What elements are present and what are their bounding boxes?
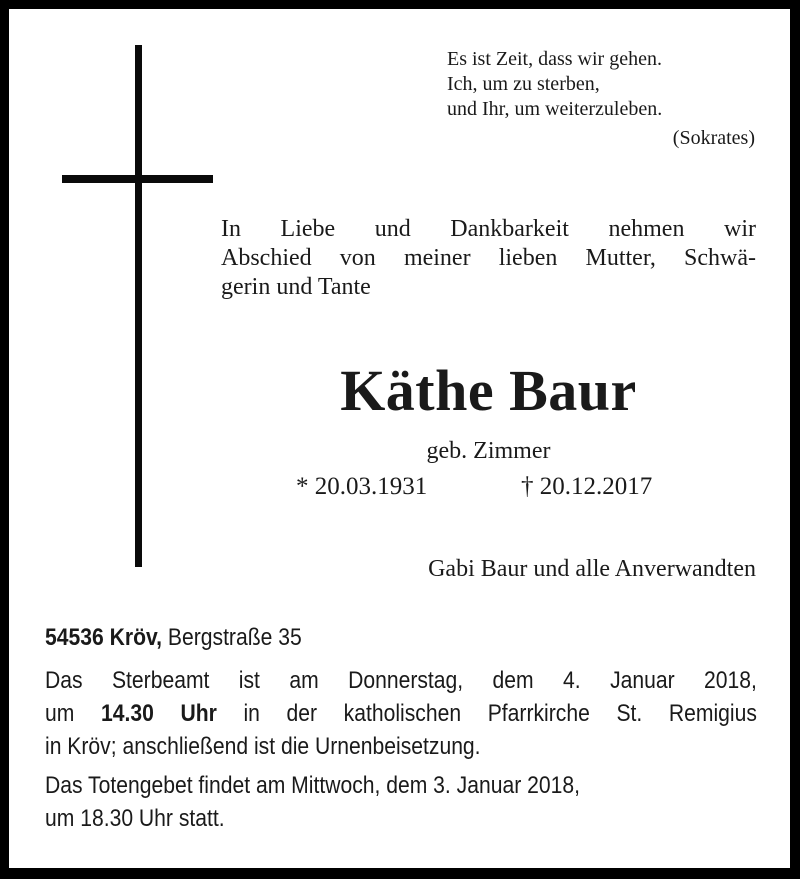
mourners-signature: Gabi Baur und alle Anverwandten: [428, 556, 756, 582]
quote-block: [447, 47, 757, 151]
mass-line-suffix: in der katholischen Pfarrkirche St. Remigius: [216, 700, 757, 727]
prayer-line: um 18.30 Uhr statt.: [45, 805, 225, 832]
quote-line: und Ihr, um weiterzuleben.: [447, 98, 663, 120]
birth-date: * 20.03.1931: [296, 473, 428, 500]
intro-text: [221, 215, 756, 302]
mass-time: 14.30 Uhr: [100, 700, 217, 727]
prayer-service-info: [45, 769, 757, 835]
maiden-name: geb. Zimmer: [426, 438, 551, 464]
mass-line: in Kröv; anschließend ist die Urnenbeisetzung.: [45, 733, 481, 760]
prayer-line: Das Totengebet findet am Mittwoch, dem 3. Januar 2018,: [45, 772, 580, 799]
mass-line-prefix: um: [45, 700, 101, 727]
intro-line: In Liebe und Dankbarkeit nehmen wir: [221, 216, 756, 242]
address-street: Bergstraße 35: [162, 624, 302, 651]
mass-line: [45, 697, 757, 730]
cross-icon-horizontal-bar: [62, 175, 213, 183]
intro-line: gerin und Tante: [221, 274, 371, 300]
service-details: [45, 621, 757, 835]
quote-line: Es ist Zeit, dass wir gehen.: [447, 48, 662, 70]
intro-line: Abschied von meiner lieben Mutter, Schwä-: [221, 245, 756, 271]
address: [45, 621, 757, 654]
mass-line: Das Sterbeamt ist am Donnerstag, dem 4. Januar 2018,: [45, 667, 757, 694]
death-date: † 20.12.2017: [521, 473, 653, 500]
quote-line: Ich, um zu sterben,: [447, 73, 600, 95]
quote-author: (Sokrates): [672, 127, 755, 149]
address-city: 54536 Kröv,: [45, 624, 163, 651]
funeral-mass-info: [45, 664, 757, 763]
obituary-card: [9, 9, 790, 868]
cross-icon-vertical-bar: [135, 45, 142, 567]
deceased-name: Käthe Baur: [340, 358, 637, 423]
